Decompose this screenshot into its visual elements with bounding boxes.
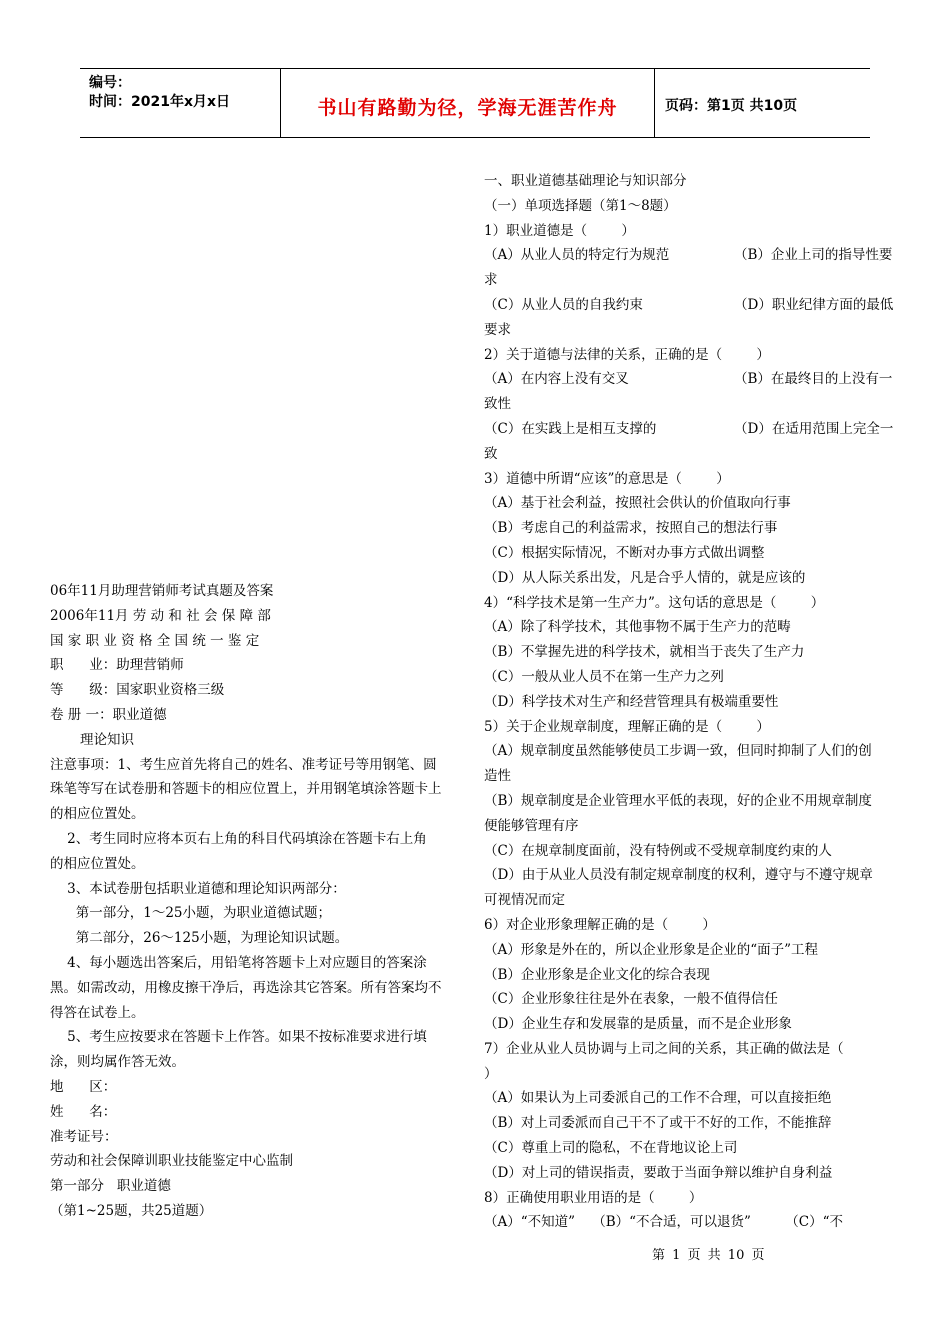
option: （D）对上司的错误指责，要敢于当面争辩以维护自身利益 (484, 1164, 833, 1181)
text-line: 可视情况而定 (484, 892, 565, 909)
header-page-cell (655, 69, 870, 137)
option: （B）企业形象是企业文化的综合表现 (484, 966, 710, 983)
exam-info-line: 地 区： (50, 1078, 117, 1095)
option: （A）从业人员的特定行为规范 (484, 247, 670, 264)
option: （C）在实践上是相互支撑的 (484, 420, 657, 437)
header-meta-cell (80, 69, 281, 137)
option: （B）企业上司的指导性要 (734, 247, 893, 264)
text-line: ） (484, 1065, 498, 1082)
option: （C）从业人员的自我约束 (484, 296, 643, 313)
option: （A）形象是外在的，所以企业形象是企业的“面子”工程 (484, 941, 819, 958)
option: （D）从人际关系出发，凡是合乎人情的，就是应该的 (484, 569, 806, 586)
text-line: 要求 (484, 321, 511, 338)
option: （A）除了科学技术，其他事物不属于生产力的范畴 (484, 619, 791, 636)
options-row (484, 417, 902, 442)
option: （A）基于社会利益，按照社会供认的价值取向行事 (484, 495, 791, 512)
exam-info-line: 等 级：国家职业资格三级 (50, 682, 225, 699)
question-8: 8）正确使用职业用语的是（ ） (484, 1189, 703, 1206)
option: （D）由于从业人员没有制定规章制度的权利，遵守与不遵守规章 (484, 867, 873, 884)
option: （A）如果认为上司委派自己的工作不合理，可以直接拒绝 (484, 1090, 832, 1107)
text-line: 求 (484, 272, 498, 289)
question-2: 2）关于道德与法律的关系，正确的是（ ） (484, 346, 770, 363)
option: （B）在最终目的上没有一 (734, 371, 893, 388)
exam-info-line: 第二部分，26～125小题，为理论知识试题。 (50, 930, 349, 947)
question-5: 5）关于企业规章制度，理解正确的是（ ） (484, 718, 770, 735)
exam-info-line: 2006年11月 劳 动 和 社 会 保 障 部 (50, 607, 271, 624)
exam-info-line: 劳动和社会保障训职业技能鉴定中心监制 (50, 1153, 293, 1170)
option: （D）在适用范围上完全一 (734, 420, 894, 437)
option: （C）在规章制度面前，没有特例或不受规章制度约束的人 (484, 842, 832, 859)
exam-info-line: 06年11月助理营销师考试真题及答案 (50, 583, 274, 599)
exam-info-line: 3、本试卷册包括职业道德和理论知识两部分： (50, 880, 346, 897)
exam-info-line: 2、考生同时应将本页右上角的科目代码填涂在答题卡右上角 (50, 830, 427, 847)
option: （D）企业生存和发展靠的是质量，而不是企业形象 (484, 1016, 792, 1033)
page-indicator: 页码：第1页 共10页 (665, 98, 798, 114)
exam-info-line: 第一部分，1～25小题，为职业道德试题； (50, 905, 332, 922)
option: （A）规章制度虽然能够使员工步调一致，但同时抑制了人们的创 (484, 743, 872, 760)
option: （C）一般从业人员不在第一生产力之列 (484, 668, 724, 685)
exam-info-line: 职 业：助理营销师 (50, 657, 184, 674)
page-header (80, 68, 870, 138)
exam-info-line: 珠笔等写在试卷册和答题卡的相应位置上，并用钢笔填涂答题卡上 (50, 781, 442, 798)
question-3: 3）道德中所谓“应该”的意思是（ ） (484, 470, 730, 487)
motto: 书山有路勤为径，学海无涯苦作舟 (317, 97, 618, 119)
exam-info-line: 准考证号： (50, 1128, 118, 1145)
option: （B）考虑自己的利益需求，按照自己的想法行事 (484, 520, 778, 537)
page-footer: 第 1 页 共 10 页 (652, 1248, 765, 1263)
exam-info-line: 黑。如需改动，用橡皮擦干净后，再选涂其它答案。所有答案均不 (50, 979, 442, 996)
option: （C）尊重上司的隐私，不在背地议论上司 (484, 1140, 738, 1157)
option: （B）规章制度是企业管理水平低的表现，好的企业不用规章制度 (484, 792, 872, 809)
left-column (50, 579, 468, 1224)
question-4: 4）“科学技术是第一生产力”。这句话的意思是（ ） (484, 594, 825, 611)
header-motto-cell (281, 69, 655, 137)
question-7: 7）企业从业人员协调与上司之间的关系，其正确的做法是（ (484, 1040, 844, 1057)
exam-info-line: 理论知识 (50, 731, 135, 748)
option: （C）根据实际情况，不断对办事方式做出调整 (484, 544, 765, 561)
exam-info-line: 姓 名： (50, 1103, 117, 1120)
exam-info-line: 注意事项：1、考生应首先将自己的姓名、准考证号等用钢笔、圆 (50, 756, 437, 773)
question-1: 1）职业道德是（ ） (484, 222, 635, 239)
document-date: 时间：2021年x月x日 (89, 94, 231, 110)
section-heading: 一、职业道德基础理论与知识部分 (484, 173, 687, 189)
exam-info-line: 涂，则均属作答无效。 (50, 1054, 185, 1071)
option: （D）职业纪律方面的最低 (734, 296, 894, 313)
option: （D）科学技术对生产和经营管理具有极端重要性 (484, 693, 779, 710)
exam-info-line: 得答在试卷上。 (50, 1004, 145, 1021)
exam-info-line: （第1~25题，共25道题） (50, 1202, 213, 1219)
option: （B）对上司委派而自己干不了或干不好的工作，不能推辞 (484, 1115, 832, 1132)
option: （C）企业形象往往是外在表象，一般不值得信任 (484, 991, 778, 1008)
exam-info-line: 的相应位置处。 (50, 806, 145, 823)
options-row (484, 367, 902, 392)
exam-info-line: 国 家 职 业 资 格 全 国 统 一 鉴 定 (50, 632, 260, 649)
options-row (484, 243, 902, 268)
text-line: 致 (484, 445, 498, 462)
exam-info-line: 的相应位置处。 (50, 855, 145, 872)
right-column (484, 169, 902, 1235)
question-6: 6）对企业形象理解正确的是（ ） (484, 916, 716, 933)
document-number: 编号： (89, 75, 131, 91)
text-line: 便能够管理有序 (484, 817, 579, 834)
option: （A）在内容上没有交叉 (484, 371, 629, 388)
text-line: 造性 (484, 768, 511, 785)
option: （B）不掌握先进的科学技术，就相当于丧失了生产力 (484, 644, 805, 661)
exam-info-line: 卷 册 一：职业道德 (50, 706, 167, 723)
text-line: 致性 (484, 396, 511, 413)
exam-info-line: 第一部分 职业道德 (50, 1178, 171, 1195)
subsection-heading: （一）单项选择题（第1～8题） (484, 197, 677, 214)
option-row: （A）“不知道” （B）“不合适，可以退货” （C）“不 (484, 1214, 844, 1231)
exam-info-line: 4、每小题选出答案后，用铅笔将答题卡上对应题目的答案涂 (50, 954, 427, 971)
exam-info-line: 5、考生应按要求在答题卡上作答。如果不按标准要求进行填 (50, 1029, 427, 1046)
options-row (484, 293, 902, 318)
